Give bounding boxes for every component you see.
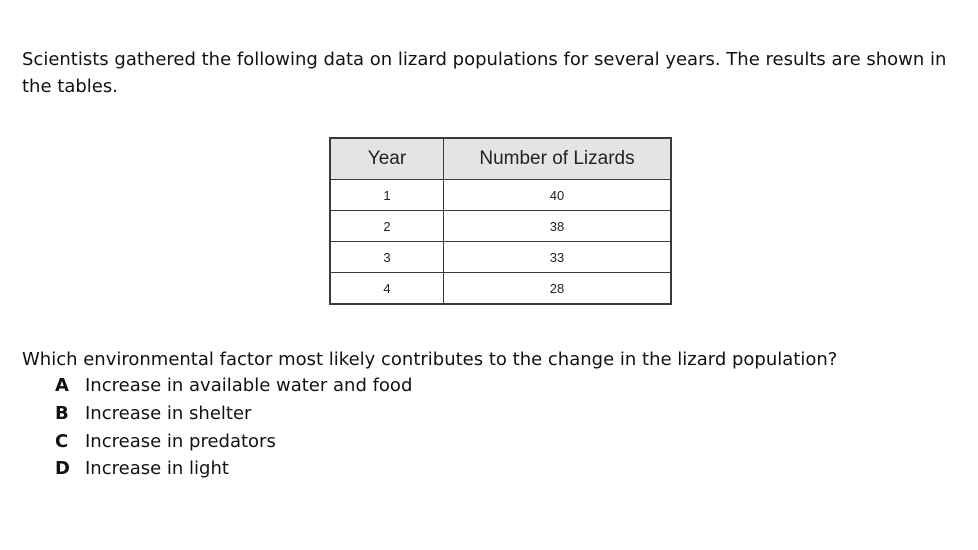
answer-choices xyxy=(55,372,412,483)
choice-c[interactable] xyxy=(55,428,412,456)
choice-text: Increase in light xyxy=(85,458,229,480)
choice-letter: A xyxy=(55,375,69,396)
table-row xyxy=(330,242,671,273)
cell-count: 38 xyxy=(444,211,672,242)
header-number-of-lizards: Number of Lizards xyxy=(444,138,672,180)
choice-letter: D xyxy=(55,458,70,480)
choice-a[interactable] xyxy=(55,372,412,400)
question-text: Which environmental factor most likely contributes to the change in the lizard population? xyxy=(22,349,838,370)
table-row xyxy=(330,273,671,305)
table-row xyxy=(330,180,671,211)
header-year: Year xyxy=(330,138,444,180)
choice-text: Increase in shelter xyxy=(85,402,252,424)
cell-count: 28 xyxy=(444,273,672,305)
table-header-row xyxy=(330,138,671,180)
choice-text: Increase in available water and food xyxy=(85,375,413,396)
cell-year: 4 xyxy=(330,273,444,305)
choice-letter: B xyxy=(55,402,69,424)
choice-letter: C xyxy=(55,430,69,452)
intro-paragraph: Scientists gathered the following data on lizard populations for several years. The results are shown in the tables. xyxy=(22,49,947,97)
choice-text: Increase in predators xyxy=(85,430,276,452)
lizard-data-table xyxy=(329,137,672,305)
cell-count: 40 xyxy=(444,180,672,211)
choice-d[interactable] xyxy=(55,455,412,483)
cell-count: 33 xyxy=(444,242,672,273)
cell-year: 2 xyxy=(330,211,444,242)
table-row xyxy=(330,211,671,242)
cell-year: 3 xyxy=(330,242,444,273)
lizard-data-table-container xyxy=(329,137,672,305)
choice-b[interactable] xyxy=(55,400,412,428)
cell-year: 1 xyxy=(330,180,444,211)
